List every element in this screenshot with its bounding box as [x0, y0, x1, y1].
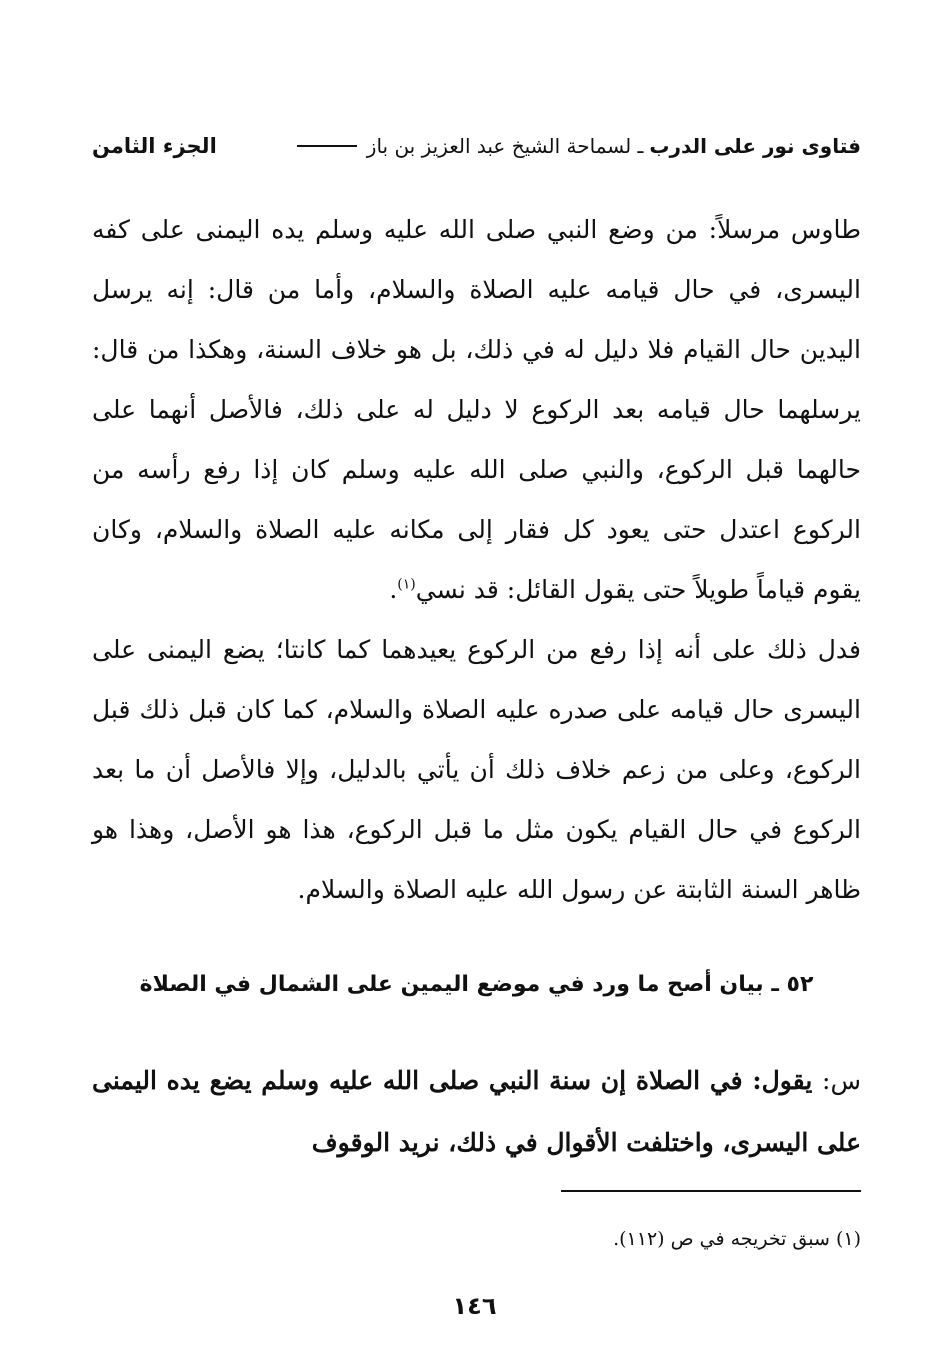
footnote: (١) سبق تخريجه في ص (١١٢).	[613, 1228, 861, 1250]
footnote-divider	[561, 1190, 861, 1192]
page-number: ١٤٦	[452, 1292, 497, 1320]
paragraph: فدل ذلك على أنه إذا رفع من الركوع يعيدهما كما كانتا؛ يضع اليمنى على اليسرى حال قيامه على صدره عليه الصلاة والسلام، كما كان قبل ذلك قبل الركوع، وعلى من زعم خلاف ذلك أن يأتي بالدليل، وإلا فالأصل أن ما بعد الركوع في حال القيام يكون مثل ما قبل الركوع، هذا هو الأصل، وهذا هو ظاهر السنة الثابتة عن رسول الله عليه الصلاة والسلام.	[92, 635, 861, 904]
header-rule	[297, 145, 357, 147]
question-text: يقول: في الصلاة إن سنة النبي صلى الله عليه وسلم يضع يده اليمنى على اليسرى، واختلفت الأقوال في ذلك، نريد الوقوف	[92, 1066, 861, 1157]
paragraph-1-text: طاوس مرسلاً: من وضع النبي صلى الله عليه وسلم يده اليمنى على كفه اليسرى، في حال قيامه عليه الصلاة والسلام، وأما من قال: إنه يرسل اليدين حال القيام فلا دليل له في ذلك، بل هو خلاف السنة، وهكذا من قال: يرسلهما حال قيامه بعد الركوع لا دليل له على ذلك، فالأصل أنهما على حالهما قبل الركوع، والنبي صلى الله عليه وسلم كان إذا رفع رأسه من الركوع اعتدل حتى يعود كل فقار إلى مكانه عليه الصلاة والسلام، وكان يقوم قياماً طويلاً حتى يقول القائل: قد نسي	[92, 215, 861, 604]
section-heading: ٥٢ ـ بيان أصح ما ورد في موضع اليمين على الشمال في الصلاة	[139, 972, 814, 997]
body-text	[92, 200, 861, 920]
paragraph-1-end: .	[389, 575, 398, 604]
header-title-group	[293, 134, 861, 158]
page-header	[92, 128, 861, 164]
author-name: ـ لسماحة الشيخ عبد العزيز بن باز	[366, 134, 644, 158]
footnote-reference[interactable]: (١)	[397, 576, 416, 593]
paragraph	[92, 200, 861, 620]
question-label: س:	[822, 1066, 861, 1095]
book-title: فتاوى نور على الدرب	[649, 134, 861, 158]
question-block	[92, 1050, 861, 1174]
part-label: الجزء الثامن	[92, 134, 217, 158]
